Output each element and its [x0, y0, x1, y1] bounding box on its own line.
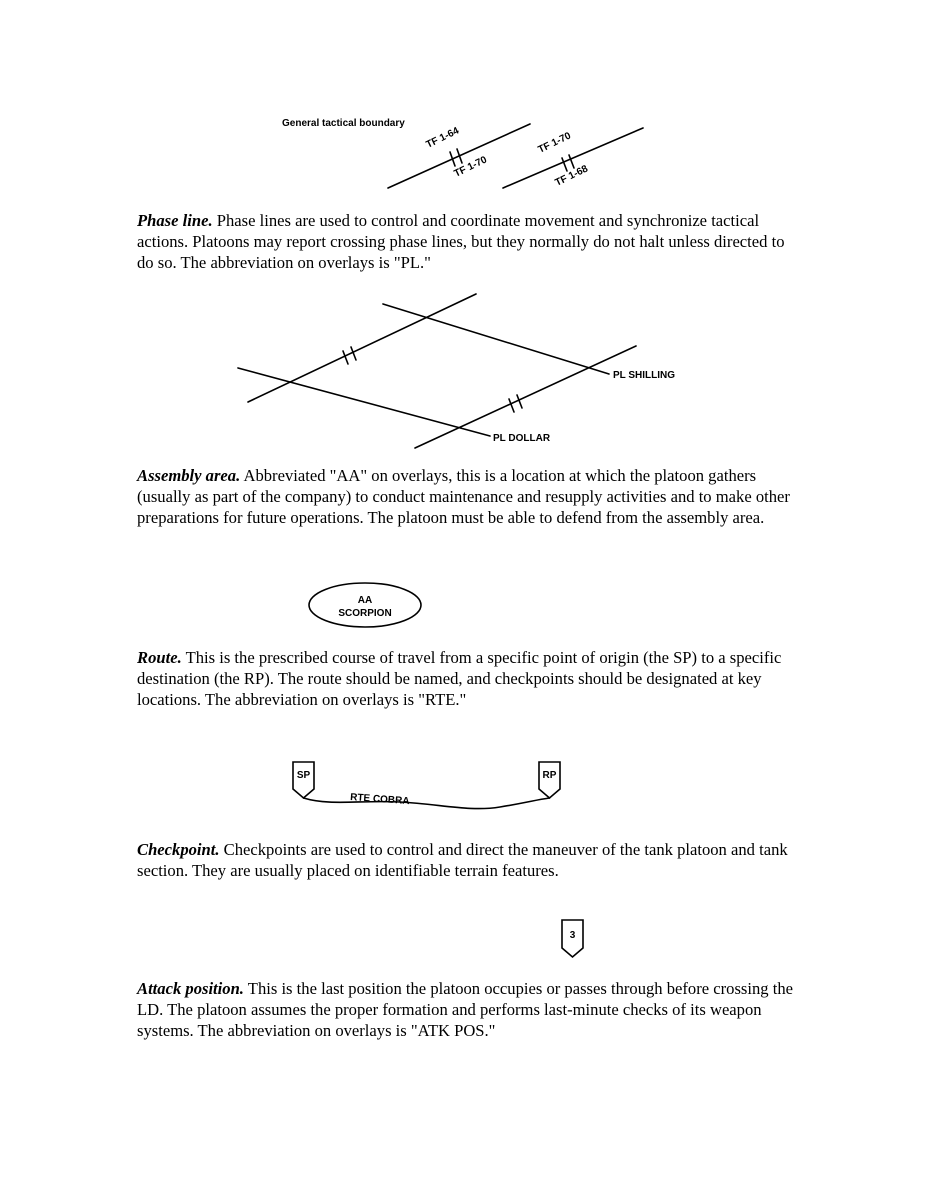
- route-text: This is the prescribed course of travel from a specific point of origin (the SP) to a specific destination (the RP). The route should be named, and checkpoints should be designated at key locations. The abbreviation on overlays is "RTE.": [137, 648, 782, 709]
- boundary-unit-label: TF 1-70: [536, 130, 573, 156]
- checkpoint-number: 3: [569, 930, 576, 941]
- attack-position-paragraph: [137, 979, 797, 1041]
- boundary-unit-label: TF 1-68: [553, 163, 590, 189]
- assembly-area-term: Assembly area.: [137, 466, 241, 485]
- checkpoint-term: Checkpoint.: [137, 840, 220, 859]
- phase-line-text: Phase lines are used to control and coordinate movement and synchronize tactical actions. Platoons may report crossing phase lines, but they normally do not halt unless directed to do so. The abbreviation on overlays is "PL.": [137, 211, 785, 272]
- checkpoint-text: Checkpoints are used to control and direct the maneuver of the tank platoon and tank section. They are usually placed on identifiable terrain features.: [137, 840, 788, 880]
- release-point-label: RP: [542, 770, 557, 781]
- phase-line-label: PL DOLLAR: [493, 433, 551, 444]
- route-term: Route.: [137, 648, 182, 667]
- boundary-unit-label: TF 1-64: [424, 125, 461, 151]
- phase-line-term: Phase line.: [137, 211, 213, 230]
- boundary-title: General tactical boundary: [282, 118, 405, 129]
- assembly-area-name: SCORPION: [338, 608, 392, 619]
- route-name-label: RTE COBRA: [349, 792, 410, 808]
- assembly-area-text: Abbreviated "AA" on overlays, this is a location at which the platoon gathers (usually as part of the company) to conduct maintenance and resupply activities and to make other preparations for future operations. The platoon must be able to defend from the assembly area.: [137, 466, 790, 527]
- attack-position-text: This is the last position the platoon occupies or passes through before crossing the LD. The platoon assumes the proper formation and performs last-minute checks of its weapon systems. The abbreviation on overlays is "ATK POS.": [137, 979, 793, 1040]
- assembly-area-abbrev: AA: [357, 595, 373, 606]
- phase-line-label: PL SHILLING: [613, 370, 676, 381]
- boundary-unit-label: TF 1-70: [452, 154, 489, 180]
- start-point-label: SP: [296, 770, 311, 781]
- attack-position-term: Attack position.: [137, 979, 244, 998]
